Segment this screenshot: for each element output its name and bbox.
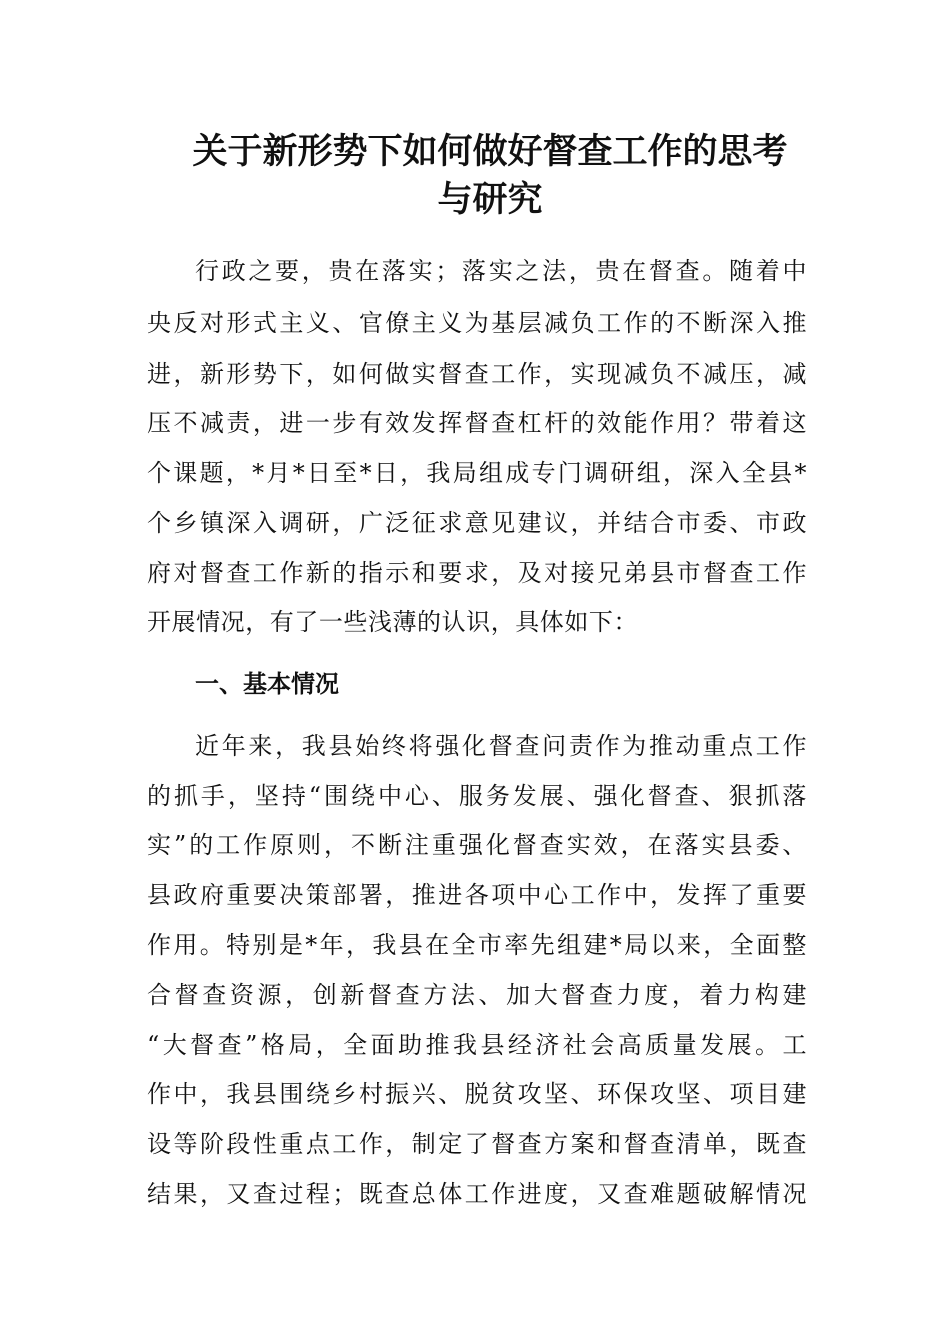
body-line: 作用。特别是*年，我县在全市率先组建*局以来，全面整 xyxy=(147,931,807,959)
intro-line: 央反对形式主义、官僚主义为基层减负工作的不断深入推 xyxy=(147,309,807,337)
section-heading: 一、基本情况 xyxy=(195,670,339,698)
body-line: 县政府重要决策部署，推进各项中心工作中，发挥了重要 xyxy=(147,881,807,909)
intro-line: 压不减责，进一步有效发挥督查杠杆的效能作用？带着这 xyxy=(147,409,807,437)
intro-line: 开展情况，有了一些浅薄的认识，具体如下： xyxy=(147,608,638,636)
body-line: 合督查资源，创新督查方法、加大督查力度，着力构建 xyxy=(147,981,807,1009)
intro-line: 进，新形势下，如何做实督查工作，实现减负不减压，减 xyxy=(147,360,807,388)
intro-line: 行政之要，贵在落实；落实之法，贵在督查。随着中 xyxy=(195,257,807,285)
document-title-line-2: 与研究 xyxy=(437,179,543,220)
body-line: 实”的工作原则，不断注重强化督查实效，在落实县委、 xyxy=(147,831,807,859)
body-line: “大督查”格局，全面助推我县经济社会高质量发展。工 xyxy=(147,1031,807,1059)
body-line: 结果，又查过程；既查总体工作进度，又查难题破解情况 xyxy=(147,1180,807,1208)
body-line: 近年来，我县始终将强化督查问责作为推动重点工作 xyxy=(195,732,807,760)
intro-line: 个课题，*月*日至*日，我局组成专门调研组，深入全县* xyxy=(147,459,807,487)
body-line: 设等阶段性重点工作，制定了督查方案和督查清单，既查 xyxy=(147,1130,807,1158)
body-line: 的抓手，坚持“围绕中心、服务发展、强化督查、狠抓落 xyxy=(147,782,807,810)
body-line: 作中，我县围绕乡村振兴、脱贫攻坚、环保攻坚、项目建 xyxy=(147,1080,807,1108)
intro-line: 府对督查工作新的指示和要求，及对接兄弟县市督查工作 xyxy=(147,559,807,587)
document-title-line-1: 关于新形势下如何做好督查工作的思考 xyxy=(192,131,788,172)
intro-line: 个乡镇深入调研，广泛征求意见建议，并结合市委、市政 xyxy=(147,509,807,537)
